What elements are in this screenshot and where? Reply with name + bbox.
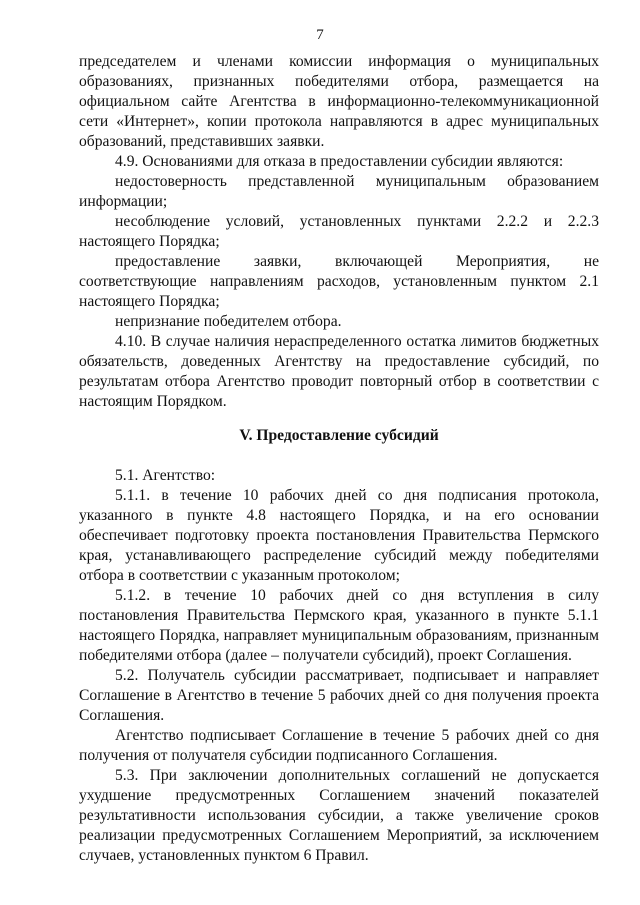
section-heading: V. Предоставление субсидий (239, 427, 439, 444)
paragraph: 5.1.2. в течение 10 рабочих дней со дня вступления в силу постановления Правительства Пермского края, указанного в пункте 5.1.1 настоящего Порядка, направляет муниципальным образованиям, признанным победителями отбора (далее – получатели субсидий), проект Соглашения. (79, 587, 599, 664)
paragraph: Агентство подписывает Соглашение в течение 5 рабочих дней со дня получения от получателя субсидии подписанного Соглашения. (79, 727, 599, 764)
paragraph: непризнание победителем отбора. (115, 313, 342, 330)
paragraph: предоставление заявки, включающей Мероприятия, не соответствующие направлениям расходов, установленным пунктом 2.1 настоящего Порядка; (79, 253, 599, 310)
document-body (79, 52, 599, 866)
paragraph: 4.10. В случае наличия нераспределенного остатка лимитов бюджетных обязательств, доведенных Агентству на предоставление субсидий, по результатам отбора Агентство проводит повторный отбор в соответствии с настоящим Порядком. (79, 333, 599, 410)
paragraph: 5.3. При заключении дополнительных соглашений не допускается ухудшение предусмотренных Соглашением значений показателей результативности использования субсидии, а также увеличение сроков реализации предусмотренных Соглашением Мероприятий, за исключением случаев, установленных пунктом 6 Правил. (79, 767, 599, 864)
paragraph: 5.2. Получатель субсидии рассматривает, подписывает и направляет Соглашение в Агентство в течение 5 рабочих дней со дня получения проекта Соглашения. (79, 667, 599, 724)
paragraphs-after (79, 466, 599, 866)
paragraphs-before (79, 52, 599, 412)
paragraph: 5.1.1. в течение 10 рабочих дней со дня подписания протокола, указанного в пункте 4.8 настоящего Порядка, и на его основании обеспечивает подготовку проекта постановления Правительства Пермского края, устанавливающего распределение субсидий между победителями отбора в соответствии с указанным протоколом; (79, 487, 599, 584)
page-number: 7 (316, 27, 324, 43)
paragraph: 4.9. Основаниями для отказа в предоставлении субсидии являются: (115, 153, 564, 170)
paragraph: председателем и членами комиссии информация о муниципальных образованиях, признанных победителями отбора, размещается на официальном сайте Агентства в информационно-телекоммуникационной сети «Интернет», копии протокола направляются в адрес муниципальных образований, представивших заявки. (79, 53, 599, 150)
paragraph: 5.1. Агентство: (115, 467, 216, 484)
paragraph: недостоверность представленной муниципальным образованием информации; (79, 173, 599, 210)
paragraph: несоблюдение условий, установленных пунктами 2.2.2 и 2.2.3 настоящего Порядка; (79, 213, 599, 250)
